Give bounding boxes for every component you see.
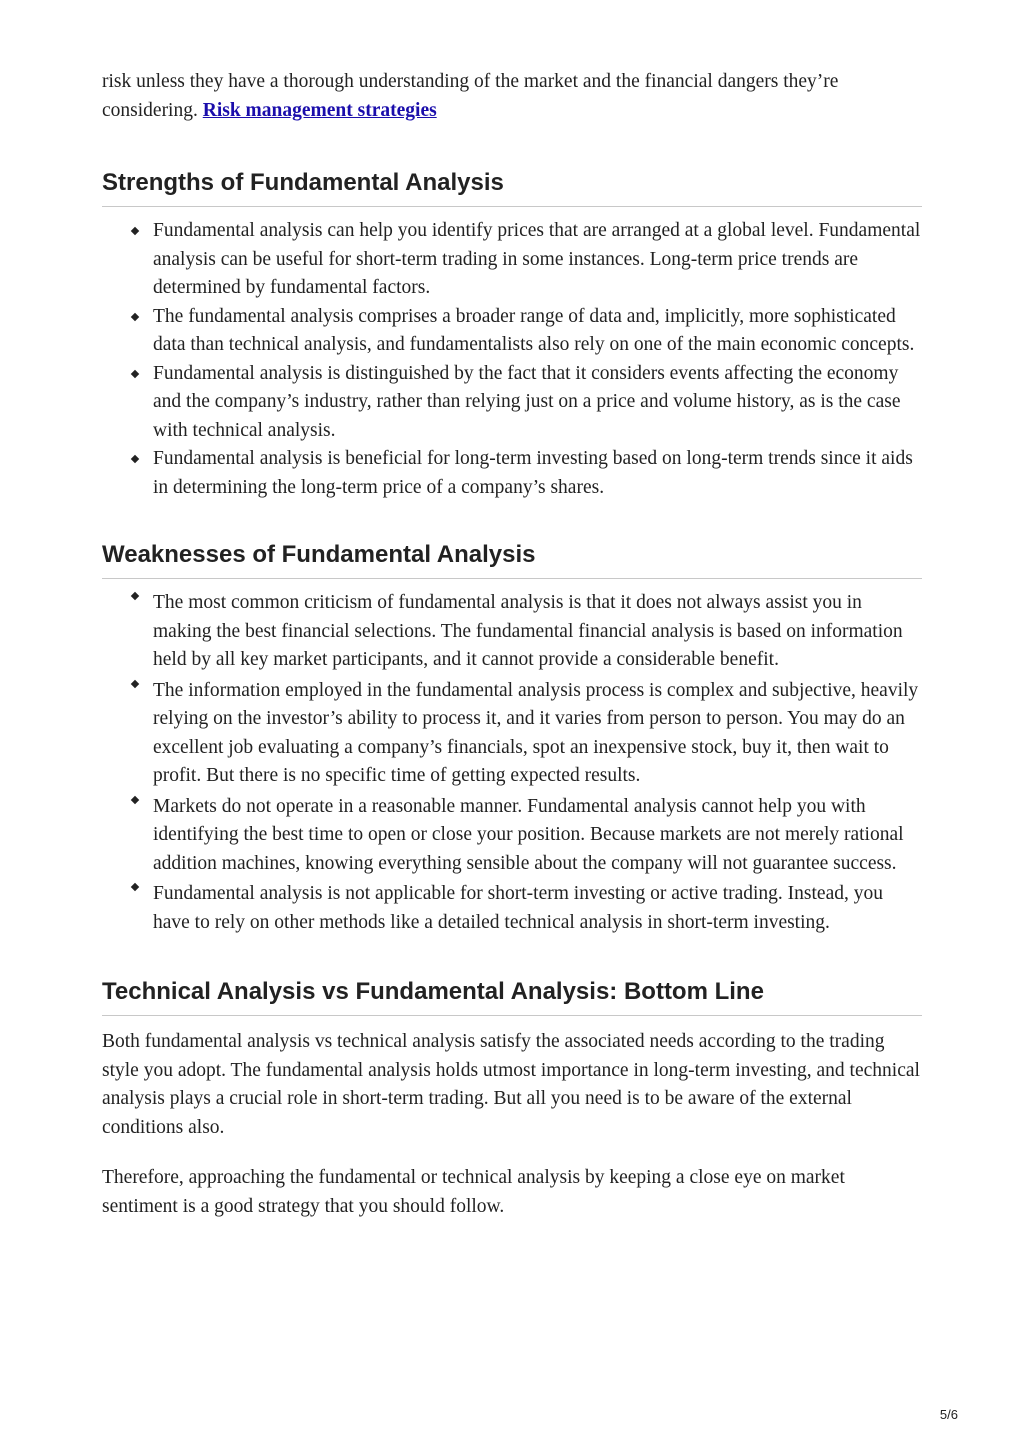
list-item: Fundamental analysis can help you identify prices that are arranged at a global level. Fundamental analysis can be useful for short-term trading in some instances. Long-term price trends are determined by fundamental factors. [102,217,922,303]
bullet-icon [131,679,139,687]
list-item: The fundamental analysis comprises a broader range of data and, implicitly, more sophisticated data than technical analysis, and fundamentalists also rely on one of the main economic concepts. [102,303,922,360]
list-item: The information employed in the fundamental analysis process is complex and subjective, heavily relying on the investor’s ability to process it, and it varies from person to person. You may do an excellent job evaluating a company’s financials, spot an inexpensive stock, buy it, then wait to profit. But there is no specific time of getting expected results. [102,677,922,791]
article-content [102,68,922,1221]
bullet-icon [131,455,139,463]
bullet-icon [131,312,139,320]
list-item: The most common criticism of fundamental analysis is that it does not always assist you in making the best financial selections. The fundamental financial analysis is based on information held by all key market participants, and it cannot provide a considerable benefit. [102,589,922,675]
weaknesses-heading: Weaknesses of Fundamental Analysis [102,540,922,579]
bottom-line-paragraph-2: Therefore, approaching the fundamental or technical analysis by keeping a close eye on market sentiment is a good strategy that you should follow. [102,1167,845,1217]
list-item: Fundamental analysis is distinguished by the fact that it considers events affecting the economy and the company’s industry, rather than relying just on a price and volume history, as is the case with technical analysis. [102,360,922,446]
bullet-icon [131,227,139,235]
intro-text: risk unless they have a thorough understanding of the market and the financial dangers they’re considering. [102,71,839,121]
strengths-list [102,217,922,502]
list-item: Markets do not operate in a reasonable manner. Fundamental analysis cannot help you with identifying the best time to open or close your position. Because markets are not merely rational addition machines, knowing everything sensible about the company will not guarantee success. [102,793,922,879]
bottom-line-heading: Technical Analysis vs Fundamental Analysis: Bottom Line [102,977,922,1016]
page-number: 5/6 [939,1407,958,1422]
strengths-heading: Strengths of Fundamental Analysis [102,168,922,207]
bullet-icon [131,592,139,600]
risk-management-link[interactable]: Risk management strategies [202,99,437,121]
intro-paragraph [102,68,922,125]
bullet-icon [131,883,139,891]
bottom-line-paragraph-1: Both fundamental analysis vs technical analysis satisfy the associated needs according to the trading style you adopt. The fundamental analysis holds utmost importance in long-term investing, and technical analysis plays a crucial role in short-term trading. But all you need is to be aware of the external conditions also. [102,1031,920,1138]
list-item: Fundamental analysis is beneficial for long-term investing based on long-term trends since it aids in determining the long-term price of a company’s shares. [102,445,922,502]
list-item: Fundamental analysis is not applicable for short-term investing or active trading. Instead, you have to rely on other methods like a detailed technical analysis in short-term investing. [102,880,922,937]
weaknesses-list [102,589,922,937]
bullet-icon [131,795,139,803]
bullet-icon [131,369,139,377]
